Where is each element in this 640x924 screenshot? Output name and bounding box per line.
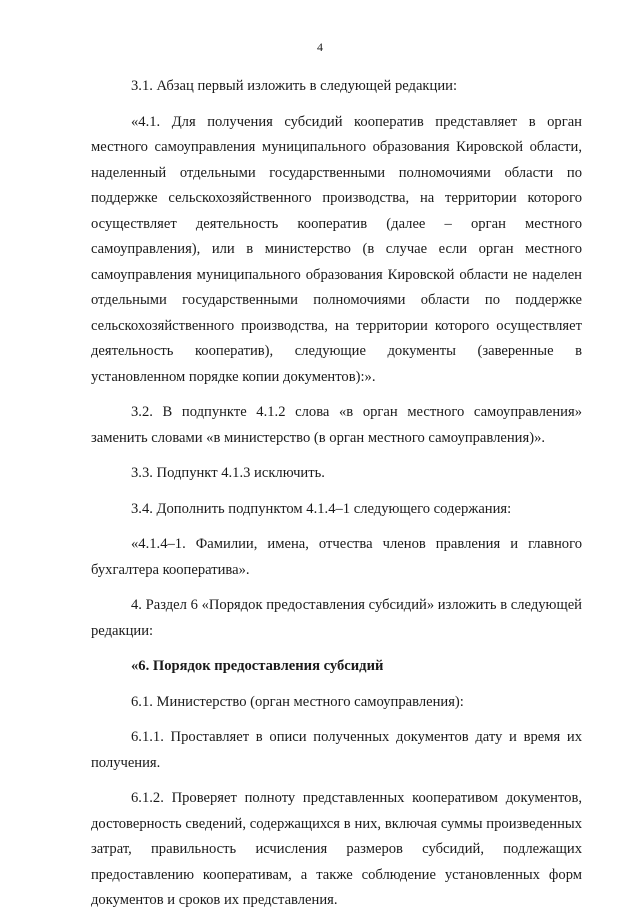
paragraph-3-1: 3.1. Абзац первый изложить в следующей редакции:: [131, 78, 458, 94]
paragraph-6-1: 6.1. Министерство (орган местного самоуправления):: [131, 693, 464, 710]
page-number: 4: [317, 40, 323, 54]
paragraph-4-1-quote: «4.1. Для получения субсидий кооператив представляет в орган местного самоуправления муниципального образования Кировской области, наделенный отдельными государственными полномочиями области по поддержке сельскохозяйственного производства, на территории которого осуществляет деятельность кооператив (далее – орган местного самоуправления), или в министерство (в случае если орган местного самоуправления муниципального образования Кировской области не наделен отдельными государственными полномочиями области по поддержке сельскохозяйственного производства, на территории которого осуществляет деятельность кооператив), следующие документы (заверенные в установленном порядке копии документов):».: [91, 113, 582, 385]
document-body: [91, 74, 582, 924]
paragraph-3-2: 3.2. В подпункте 4.1.2 слова «в орган местного самоуправления» заменить словами «в министерство (в орган местного самоуправления)».: [91, 404, 582, 446]
paragraph-3-4: 3.4. Дополнить подпунктом 4.1.4–1 следующего содержания:: [131, 500, 512, 517]
paragraph-4: 4. Раздел 6 «Порядок предоставления субсидий» изложить в следующей редакции:: [91, 597, 582, 639]
paragraph-3-3: 3.3. Подпункт 4.1.3 исключить.: [131, 465, 325, 481]
section-6-heading: «6. Порядок предоставления субсидий: [131, 658, 384, 674]
paragraph-6-1-1: 6.1.1. Проставляет в описи полученных документов дату и время их получения.: [91, 729, 582, 771]
paragraph-4-1-4-1-quote: «4.1.4–1. Фамилии, имена, отчества членов правления и главного бухгалтера кооператива».: [91, 536, 582, 578]
paragraph-6-1-2: 6.1.2. Проверяет полноту представленных кооперативом документов, достоверность сведений, содержащихся в них, включая суммы произведенных затрат, правильность исчисления размеров субсидий, подлежащих предоставлению кооперативам, а также соблюдение установленных форм документов и сроков их представления.: [91, 790, 582, 908]
